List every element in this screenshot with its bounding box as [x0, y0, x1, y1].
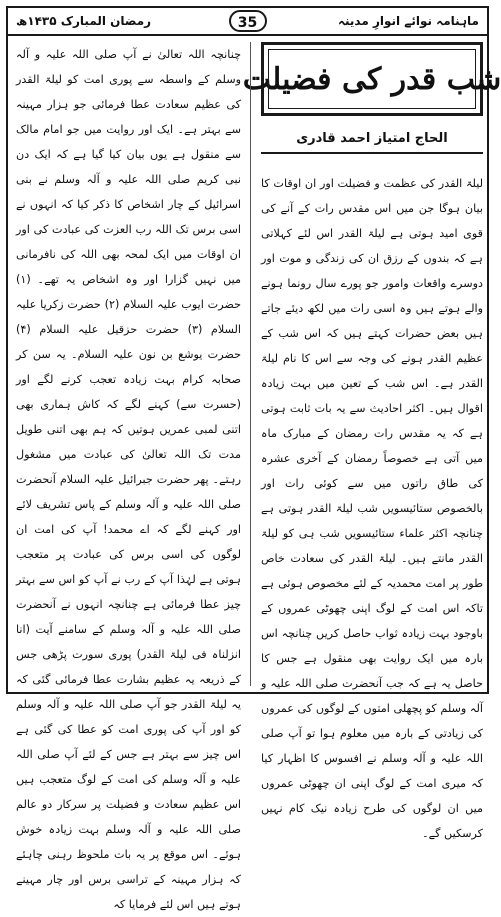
magazine-name: ماہنامہ نوائے انوارِ مدینہ: [337, 14, 479, 28]
left-column-text: چنانچہ اللہ تعالیٰ نے آپ صلی اللہ علیہ و آلہ وسلم کے واسطہ سے پوری امت کو لیلۃ القدر کی عظیم سعادت عطا فرمائی جو ہزار مہینہ سے بہتر ہے۔ ایک اور روایت میں جو امام مالک سے منقول ہے یوں بیان کیا گیا ہے کہ ایک دن نبی کریم صلی اللہ علیہ و آلہ وسلم نے بنی اسرائیل کے چار اشخاص کا ذکر کیا کہ انہوں نے اسی برس تک اللہ رب العزت کی عبادت کی اور ان اوقات میں ایک لمحہ بھی اللہ کی نافرمانی میں نہیں گزارا اور وہ اشخاص یہ تھے۔ (۱) حضرت ایوب علیہ السلام (۲) حضرت زکریا علیہ السلام (۳) حضرت حزقیل علیہ السلام (۴) حضرت یوشع بن نون علیہ السلام۔ یہ سن کر صحابہ کرام بہت زیادہ تعجب کرنے لگے اور (حسرت سے) کہنے لگے کہ کاش ہماری بھی اتنی لمبی عمریں ہوتیں کہ ہم بھی اتنی طویل مدت تک اللہ تعالیٰ کی عبادت میں مشغول رہتے۔ پھر حضرت جبرائیل علیہ السلام آنحضرت صلی اللہ علیہ و آلہ وسلم کے پاس تشریف لائے اور کہنے لگے کہ اے محمد! آپ کی امت ان لوگوں کی اسی برس کی عبادت پر متعجب ہوتی ہے لہٰذا آپ کے رب نے آپ کو اس سے بہتر چیز عطا فرمائی ہے چنانچہ انہوں نے آنحضرت صلی اللہ علیہ و آلہ وسلم کے سامنے آیت (انا انزلناہ فی لیلۃ القدر) پوری سورت پڑھی جس کے ذریعہ یہ عظیم بشارت عطا فرمائی گئی کہ یہ لیلۃ القدر جو آپ صلی اللہ علیہ و آلہ وسلم کو اور آپ کی پوری امت کو عطا کی گئی ہے اس چیز سے بہتر ہے جس کے لئے آپ صلی اللہ علیہ و آلہ وسلم کی امت کے لوگ متعجب ہیں اس عظیم سعادت و فضیلت پر سرکار دو عالم صلی اللہ علیہ و آلہ وسلم بہت زیادہ خوش ہوئے۔ اس موقع پر یہ بات ملحوظ رہنی چاہئے کہ ہزار مہینہ کے تراسی برس اور چار مہینے ہوتے ہیں اس لئے فرمایا کہ: [16, 48, 241, 911]
issue-date: رمضان المبارک ۱۴۳۵ھ: [16, 14, 152, 28]
article-author: الحاج امتیاز احمد قادری: [261, 124, 483, 154]
left-column: [16, 42, 241, 911]
right-column: [261, 171, 483, 840]
magazine-page: [6, 6, 501, 911]
article-title-box: [242, 42, 501, 116]
page-number: 35: [229, 10, 267, 32]
article-title: شب قدر کی فضیلت: [242, 61, 501, 97]
column-divider: [250, 42, 251, 686]
right-column-text: لیلۃ القدر کی عظمت و فضیلت اور ان اوقات کا بیان ہوگا جن میں اس مقدس رات کے آنے کی قوی امید ہوتی ہے لیلۃ القدر اس لئے کہلاتی ہے کہ بندوں کے رزق ان کی زندگی و موت اور دوسرے واقعات وامور جو پورے سال رونما ہونے والے ہوتے ہیں وہ اسی رات میں لکھ دیئے جاتے ہیں بعض حضرات کہتے ہیں کہ اس شب کے عظیم القدر ہونے کی وجہ سے اس کا نام لیلۃ القدر ہے۔ اس شب کے تعین میں بہت زیادہ اقوال ہیں۔ اکثر احادیث سے یہ بات ثابت ہوتی ہے کہ یہ مقدس رات رمضان کے مبارک ماہ میں آتی ہے خصوصاً رمضان کے آخری عشرہ کی طاق راتوں میں سے کوئی رات اور بالخصوص ستائیسویں شب لیلۃ القدر ہوتی ہے چنانچہ اکثر علماء ستائیسویں شب ہی کو لیلۃ القدر مانتے ہیں۔ لیلۃ القدر کی سعادت خاص طور پر امت محمدیہ کے لئے مخصوص ہوئی ہے تاکہ اس امت کے لوگ اپنی چھوٹی عمروں کے باوجود بہت زیادہ ثواب حاصل کریں چنانچہ اس بارہ میں ایک روایت بھی منقول ہے جس کا حاصل یہ ہے کہ جب آنحضرت صلی اللہ علیہ و آلہ وسلم کو پچھلی امتوں کے لوگوں کی عمروں کی زیادتی کے بارہ میں معلوم ہوا تو آپ صلی اللہ علیہ و آلہ وسلم نے افسوس کا اظہار کیا کہ میری امت کے لوگ اپنی ان چھوٹی عمروں میں ان لوگوں کی طرح زیادہ نیک کام نہیں کرسکیں گے۔: [261, 177, 483, 840]
